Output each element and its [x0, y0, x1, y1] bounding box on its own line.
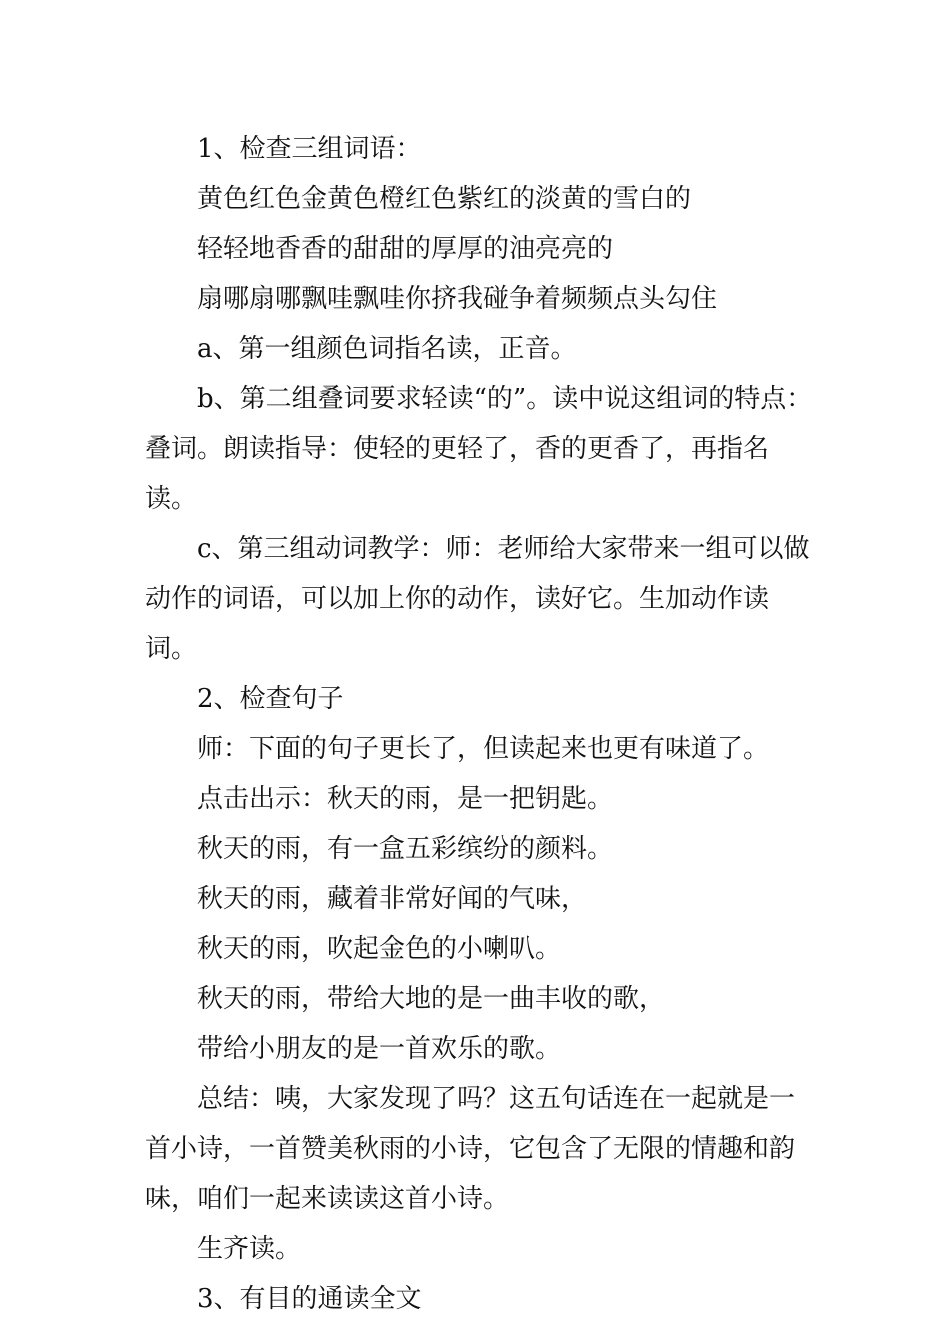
paragraph-heading-check-words: 1、检查三组词语： — [197, 134, 422, 164]
paragraph-sentence-4: 秋天的雨，吹起金色的小喇叭。 — [197, 934, 562, 964]
paragraph-step-b: b、第二组叠词要求轻读“的”。读中说这组词的特点：叠词。朗读指导：使轻的更轻了，香的更香了，再指名读。 — [145, 384, 813, 514]
paragraph-sentence-2: 秋天的雨，有一盒五彩缤纷的颜料。 — [197, 834, 614, 864]
paragraph-summary: 总结：咦，大家发现了吗？这五句话连在一起就是一首小诗，一首赞美秋雨的小诗，它包含了无限的情趣和韵味，咱们一起来读读这首小诗。 — [145, 1084, 796, 1214]
document-body — [145, 124, 815, 1324]
paragraph-heading-check-sentences: 2、检查句子 — [197, 684, 344, 714]
paragraph-sentence-6: 带给小朋友的是一首欢乐的歌。 — [197, 1034, 562, 1064]
paragraph-teacher-intro: 师：下面的句子更长了，但读起来也更有味道了。 — [197, 734, 770, 764]
paragraph-reduplicated-words: 轻轻地香香的甜甜的厚厚的油亮亮的 — [197, 234, 614, 264]
paragraph-step-c: c、第三组动词教学：师：老师给大家带来一组可以做动作的词语，可以加上你的动作，读好它。生加动作读词。 — [145, 534, 810, 664]
paragraph-sentence-1: 点击出示：秋天的雨，是一把钥匙。 — [197, 784, 614, 814]
paragraph-read-together: 生齐读。 — [197, 1234, 302, 1264]
paragraph-action-words: 扇哪扇哪飘哇飘哇你挤我碰争着频频点头勾住 — [197, 284, 718, 314]
paragraph-heading-read-full-text: 3、有目的通读全文 — [197, 1284, 422, 1314]
paragraph-sentence-3: 秋天的雨，藏着非常好闻的气味， — [197, 884, 588, 914]
paragraph-step-a: a、第一组颜色词指名读，正音。 — [197, 334, 577, 364]
paragraph-color-words: 黄色红色金黄色橙红色紫红的淡黄的雪白的 — [197, 184, 692, 214]
paragraph-sentence-5: 秋天的雨，带给大地的是一曲丰收的歌， — [197, 984, 666, 1014]
